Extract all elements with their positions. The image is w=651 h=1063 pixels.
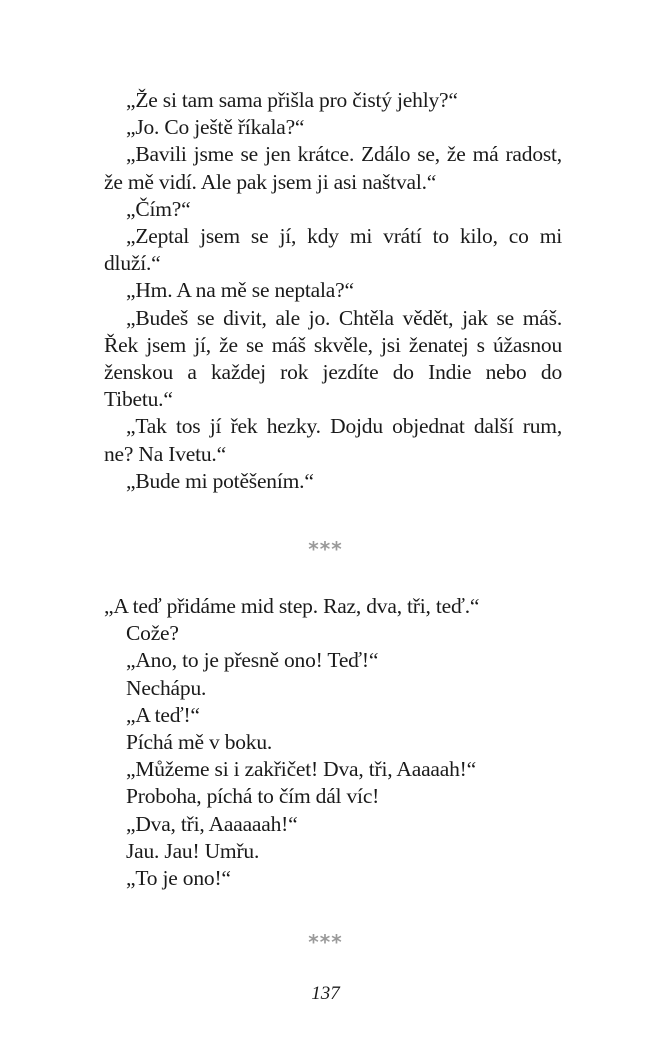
dialogue-line: Jau. Jau! Umřu. bbox=[126, 838, 260, 863]
paragraph: „Zeptal jsem se jí, kdy mi vrátí to kilo, co mi dluží.“ bbox=[104, 224, 562, 276]
dialogue-line: Píchá mě v boku. bbox=[126, 730, 273, 755]
dialogue-line: „A teď!“ bbox=[126, 702, 200, 727]
dialogue-line: Cože? bbox=[126, 621, 179, 646]
page-number: 137 bbox=[311, 983, 340, 1004]
opening-paragraph: „A teď přidáme mid step. Raz, dva, tři, teď.“ bbox=[104, 594, 480, 618]
paragraph: „Budeš se divit, ale jo. Chtěla vědět, jak se máš. Řek jsem jí, že se máš skvěle, jsi ženatej s úžasnou ženskou a každej rok jezdíte do Indie nebo do Tibetu.“ bbox=[104, 305, 562, 412]
paragraph: „Tak tos jí řek hezky. Dojdu objednat další rum, ne? Na Ivetu.“ bbox=[104, 414, 562, 466]
paragraph: „Bavili jsme se jen krátce. Zdálo se, že má radost, že mě vidí. Ale pak jsem ji asi naštval.“ bbox=[104, 142, 562, 194]
dialogue-section-2 bbox=[104, 593, 562, 892]
paragraph: „Že si tam sama přišla pro čistý jehly?“ bbox=[126, 88, 458, 112]
dialogue-section-1 bbox=[104, 87, 562, 495]
section-separator: *** bbox=[308, 930, 343, 954]
paragraph: „Bude mi potěšením.“ bbox=[126, 468, 314, 493]
dialogue-line: Nechápu. bbox=[126, 675, 207, 700]
dialogue-line: „Můžeme si i zakřičet! Dva, tři, Aaaaah!“ bbox=[126, 757, 476, 782]
paragraph: „Jo. Co ještě říkala?“ bbox=[126, 115, 305, 140]
paragraph: „Hm. A na mě se neptala?“ bbox=[126, 278, 354, 303]
dialogue-line: „Ano, to je přesně ono! Teď!“ bbox=[126, 648, 379, 673]
dialogue-line: „To je ono!“ bbox=[126, 866, 231, 891]
dialogue-line: „Dva, tři, Aaaaaah!“ bbox=[126, 811, 298, 836]
dialogue-line: Proboha, píchá to čím dál víc! bbox=[126, 784, 380, 809]
section-separator: *** bbox=[308, 537, 343, 561]
paragraph: „Čím?“ bbox=[126, 196, 191, 221]
